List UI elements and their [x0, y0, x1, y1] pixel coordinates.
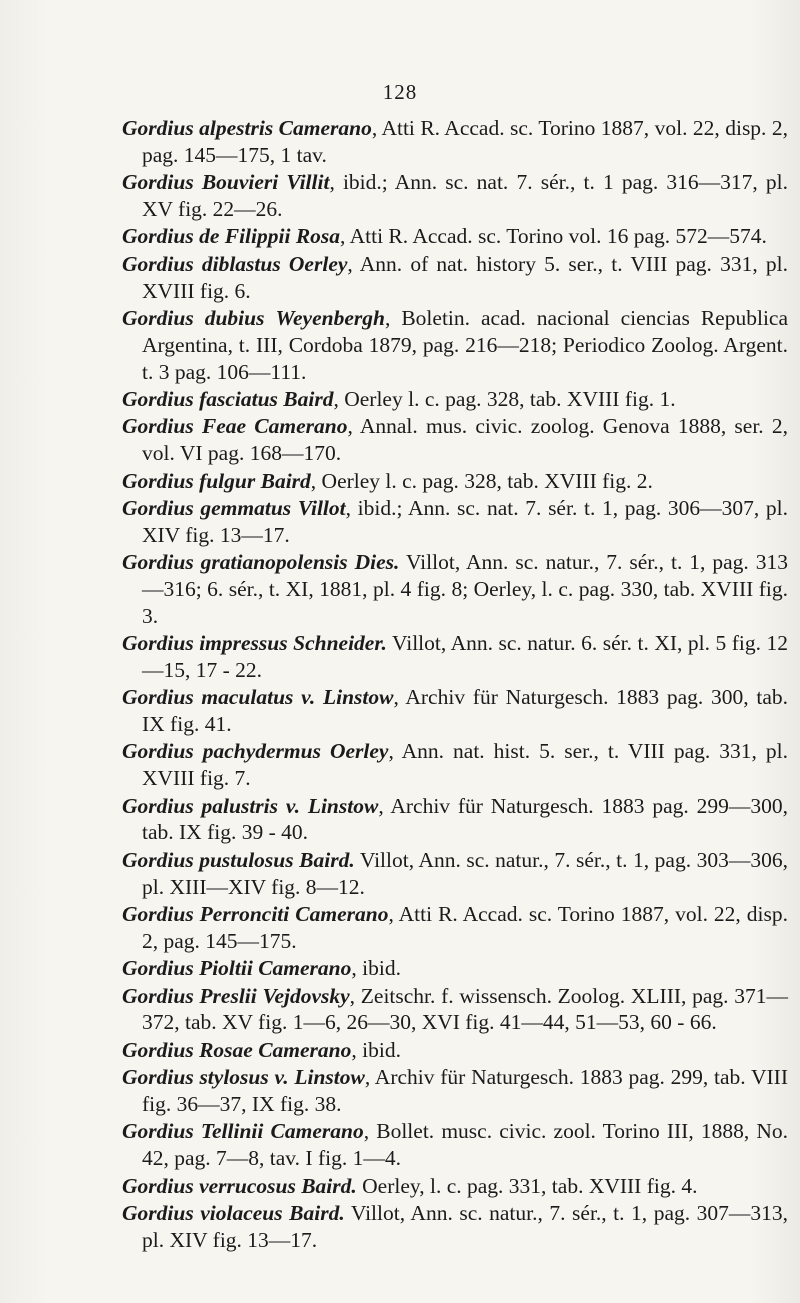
citation-text: , Archiv für Naturgesch. 1883 pag. 299—300, tab. IX fig. 39 - 40.: [142, 793, 788, 845]
species-name: Gordius pustulosus: [122, 847, 294, 872]
species-name: Gordius impressus: [122, 631, 288, 656]
citation-text: , Atti R. Accad. sc. Torino vol. 16 pag. 572—574.: [340, 224, 767, 249]
species-authority: Rosa: [295, 224, 341, 249]
species-name: Gordius fasciatus: [122, 386, 278, 411]
species-authority: Vejdovsky: [262, 983, 350, 1008]
species-authority: Camerano: [258, 1037, 352, 1062]
citation-text: Villot, Ann. sc. natur., 7. sér., t. 1, pag. 313—316; 6. sér., t. XI, 1881, pl. 4 fig. 8; Oerley, l. c. pag. 330, tab. XVIII fig. 3.: [142, 550, 788, 628]
species-name: Gordius Feae: [122, 414, 247, 439]
bibliography-entry: [122, 630, 788, 684]
citation-text: , Zeitschr. f. wissensch. Zoolog. XLIII, pag. 371—372, tab. XV fig. 1—6, 26—30, XVI fig. 41—44, 51—53, 60 - 66.: [142, 983, 789, 1035]
species-authority: Camerano: [254, 414, 348, 439]
bibliography-entry: [122, 955, 788, 982]
species-name: Gordius maculatus: [122, 685, 294, 710]
species-name: Gordius Perronciti: [122, 902, 290, 927]
citation-text: , Annal. mus. civic. zoolog. Genova 1888, ser. 2, vol. VI pag. 168—170.: [142, 414, 788, 466]
citation-text: , ibid.; Ann. sc. nat. 7. sér. t. 1, pag. 306—307, pl. XIV fig. 13—17.: [142, 495, 789, 547]
citation-text: , Oerley l. c. pag. 328, tab. XVIII fig. 1.: [333, 386, 676, 411]
bibliography-entry: [122, 1037, 788, 1064]
species-name: Gordius de Filippii: [122, 224, 291, 249]
citation-text: , Archiv für Naturgesch. 1883 pag. 300, tab. IX fig. 41.: [142, 685, 789, 737]
citation-text: , Ann. of nat. history 5. ser., t. VIII pag. 331, pl. XVIII fig. 6.: [142, 251, 788, 303]
bibliography-entry: [122, 468, 788, 495]
species-authority: Baird: [260, 468, 311, 493]
bibliography-entry: [122, 1173, 788, 1200]
species-authority: Dies.: [354, 550, 400, 575]
species-authority: v. Linstow: [301, 685, 394, 710]
species-authority: Camerano: [278, 116, 372, 140]
bibliography-entry: [122, 115, 788, 169]
species-name: Gordius Bouvieri: [122, 170, 279, 195]
species-name: Gordius diblastus: [122, 251, 281, 276]
species-authority: Baird.: [301, 1173, 357, 1198]
citation-text: , Oerley l. c. pag. 328, tab. XVIII fig. 2.: [310, 468, 653, 493]
bibliography-entry: [122, 305, 788, 385]
species-authority: Baird: [283, 386, 334, 411]
bibliography-entry: [122, 386, 788, 413]
bibliography-entry: [122, 495, 788, 549]
bibliography-entry: [122, 169, 788, 223]
species-name: Gordius Preslii: [122, 983, 257, 1008]
bibliography-entry: [122, 793, 788, 847]
species-authority: Oerley: [329, 739, 389, 764]
species-authority: v. Linstow: [274, 1065, 365, 1090]
species-authority: v. Linstow: [285, 793, 379, 818]
species-name: Gordius stylosus: [122, 1065, 269, 1090]
citation-text: , Bollet. musc. civic. zool. Torino III, 1888, No. 42, pag. 7—8, tav. I fig. 1—4.: [142, 1119, 789, 1171]
species-authority: Weyenbergh: [275, 305, 385, 330]
bibliography-entry: [122, 413, 788, 467]
citation-text: , Atti R. Accad. sc. Torino 1887, vol. 22, disp. 2, pag. 145—175, 1 tav.: [142, 116, 788, 167]
species-authority: Baird.: [289, 1200, 345, 1225]
citation-text: , Atti R. Accad. sc. Torino 1887, vol. 22, disp. 2, pag. 145—175.: [142, 902, 789, 953]
citation-text: , Boletin. acad. nacional ciencias Republica Argentina, t. III, Cordoba 1879, pag. 216—218; Periodico Zoolog. Argent. t. 3 pag. 106—111.: [142, 305, 789, 384]
species-authority: Camerano: [295, 902, 389, 927]
bibliography-entry: [122, 684, 788, 738]
bibliography-entry: [122, 549, 788, 629]
species-name: Gordius gratianopolensis: [122, 550, 348, 575]
species-name: Gordius dubius: [122, 305, 265, 330]
bibliography-entry: [122, 1064, 788, 1118]
species-authority: Camerano: [258, 956, 352, 981]
species-name: Gordius Tellinii: [122, 1119, 264, 1144]
citation-text: , Ann. nat. hist. 5. ser., t. VIII pag. 331, pl. XVIII fig. 7.: [142, 739, 788, 791]
citation-text: Villot, Ann. sc. natur., 7. sér., t. 1, pag. 303—306, pl. XIII—XIV fig. 8—12.: [142, 847, 788, 899]
bibliography-entry: [122, 251, 788, 305]
species-authority: Villot: [297, 495, 346, 520]
bibliography-entry: [122, 1118, 788, 1172]
species-authority: Baird.: [299, 847, 355, 872]
species-authority: Villit: [286, 170, 330, 195]
page-number: 128: [382, 80, 418, 104]
species-name: Gordius pachydermus: [122, 739, 321, 764]
species-name: Gordius verrucosus: [122, 1173, 296, 1198]
species-authority: Oerley: [288, 251, 348, 276]
citation-text: Oerley, l. c. pag. 331, tab. XVIII fig. 4.: [356, 1173, 698, 1198]
citation-text: , Archiv für Naturgesch. 1883 pag. 299, tab. VIII fig. 36—37, IX fig. 38.: [142, 1065, 789, 1116]
bibliography-entry: [122, 983, 788, 1037]
species-authority: Camerano: [270, 1119, 364, 1144]
bibliography-entry: [122, 738, 788, 792]
bibliography-entry: [122, 901, 788, 955]
bibliography-entry: [122, 1200, 788, 1254]
citation-text: , ibid.: [351, 956, 401, 981]
citation-text: Villot, Ann. sc. natur., 7. sér., t. 1, pag. 307—313, pl. XIV fig. 13—17.: [142, 1200, 789, 1252]
species-name: Gordius violaceus: [122, 1200, 283, 1225]
species-name: Gordius Pioltii: [122, 956, 253, 981]
species-name: Gordius gemmatus: [122, 495, 292, 520]
species-name: Gordius Rosae: [122, 1037, 253, 1062]
bibliography-entry: [122, 223, 788, 250]
species-name: Gordius fulgur: [122, 468, 256, 493]
species-name: Gordius alpestris: [122, 116, 274, 140]
bibliography-list: [122, 115, 788, 1254]
citation-text: , ibid.; Ann. sc. nat. 7. sér., t. 1 pag. 316—317, pl. XV fig. 22—26.: [142, 170, 789, 221]
citation-text: Villot, Ann. sc. natur. 6. sér. t. XI, pl. 5 fig. 12—15, 17 - 22.: [142, 631, 788, 682]
species-name: Gordius palustris: [122, 793, 279, 818]
bibliography-entry: [122, 847, 788, 901]
species-authority: Schneider.: [293, 631, 387, 656]
citation-text: , ibid.: [351, 1037, 401, 1062]
